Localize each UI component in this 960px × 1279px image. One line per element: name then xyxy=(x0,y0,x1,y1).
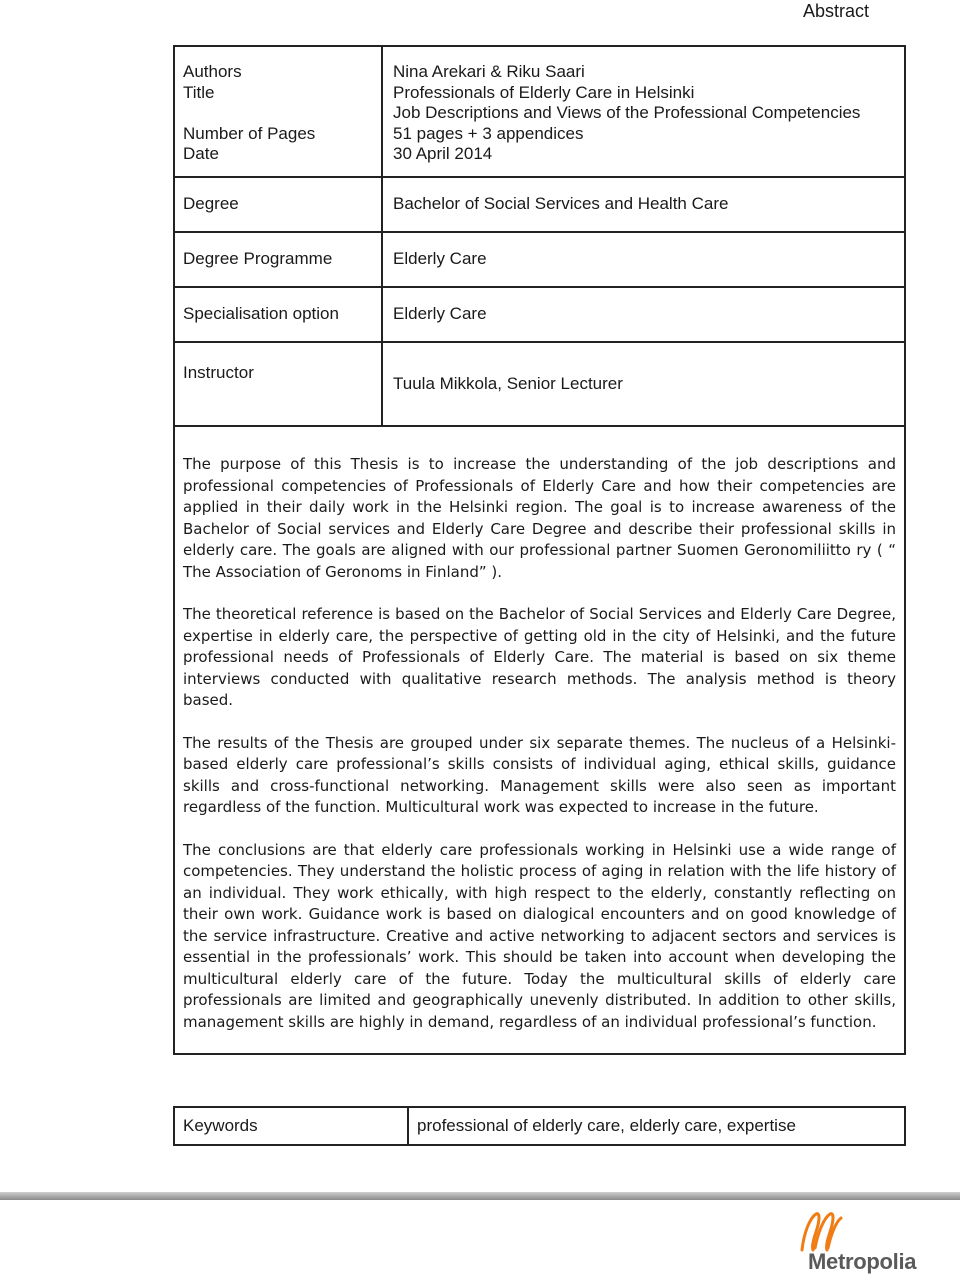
meta-values xyxy=(383,47,904,176)
subtitle-value: Job Descriptions and Views of the Professional Competencies xyxy=(393,103,861,122)
abstract-paragraph: The theoretical reference is based on the Bachelor of Social Services and Elderly Care Degree, expertise in elderly care, the perspective of getting old in the city of Helsinki, and the future professional needs of Professionals of Elderly Care. The material is based on six theme interviews conducted with qualitative research methods. The analysis method is theory based. xyxy=(183,605,896,709)
programme-value: Elderly Care xyxy=(393,249,487,269)
authors-value: Nina Arekari & Riku Saari xyxy=(393,62,585,81)
title-label: Title xyxy=(183,82,215,102)
specialisation-label: Specialisation option xyxy=(175,288,383,341)
meta-labels xyxy=(175,47,383,176)
date-value: 30 April 2014 xyxy=(393,144,493,163)
thesis-info-table xyxy=(173,45,906,1055)
instructor-value: Tuula Mikkola, Senior Lecturer xyxy=(393,374,623,393)
abstract-paragraph: The purpose of this Thesis is to increase the understanding of the job descriptions and professional competencies of Professionals of Elderly Care and how their competencies are applied in their daily work in the Helsinki region. The goal is to increase awareness of the Bachelor of Social services and Elderly Care Degree and describe their professional skills in elderly care. The goals are aligned with our professional partner Suomen Geronomiliitto ry ( “ The Association of Geronoms in Finland” ). xyxy=(183,455,896,581)
specialisation-value: Elderly Care xyxy=(393,304,487,324)
footer-divider xyxy=(0,1192,960,1200)
pages-label: Number of Pages xyxy=(183,123,316,143)
degree-row xyxy=(175,178,904,233)
instructor-label: Instructor xyxy=(175,343,383,425)
page-section-label: Abstract xyxy=(802,1,869,21)
abstract-paragraph: The results of the Thesis are grouped under six separate themes. The nucleus of a Helsinki-based elderly care professional’s skills consists of individual aging, ethical skills, guidance skills and cross-functional networking. Management skills were also seen as important regardless of the function. Multicultural work was expected to increase in the future. xyxy=(183,733,896,816)
title-value: Professionals of Elderly Care in Helsinki xyxy=(393,82,695,102)
instructor-row xyxy=(175,343,904,427)
abstract-body xyxy=(175,427,904,1053)
authors-label: Authors xyxy=(183,62,242,81)
programme-row xyxy=(175,233,904,288)
abstract-paragraph: The conclusions are that elderly care professionals working in Helsinki use a wide range of competencies. They understand the holistic process of aging in relation with the life history of an individual. They work ethically, with high respect to the elderly, constantly reflecting on their own work. Guidance work is based on dialogical encounters and on good knowledge of the service infrastructure. Creative and active networking to adjacent sectors and services is essential in the professionals’ work. This should be taken into account when developing the multicultural elderly care of the future. Today the multicultural skills of elderly care professionals are limited and geographically unevenly distributed. In addition to other skills, management skills are highly in demand, regardless of an individual professional’s function. xyxy=(183,840,896,1031)
metropolia-logo-text: Metropolia xyxy=(808,1249,917,1274)
specialisation-row xyxy=(175,288,904,343)
degree-value: Bachelor of Social Services and Health Care xyxy=(393,194,729,214)
keywords-value: professional of elderly care, elderly care, expertise xyxy=(417,1116,796,1135)
date-label: Date xyxy=(183,144,219,163)
keywords-label: Keywords xyxy=(175,1108,409,1144)
programme-label: Degree Programme xyxy=(175,233,383,286)
title-spacer xyxy=(183,103,381,124)
pages-value: 51 pages + 3 appendices xyxy=(393,123,584,143)
degree-label: Degree xyxy=(175,178,383,231)
keywords-table xyxy=(173,1106,906,1146)
meta-row xyxy=(175,47,904,178)
